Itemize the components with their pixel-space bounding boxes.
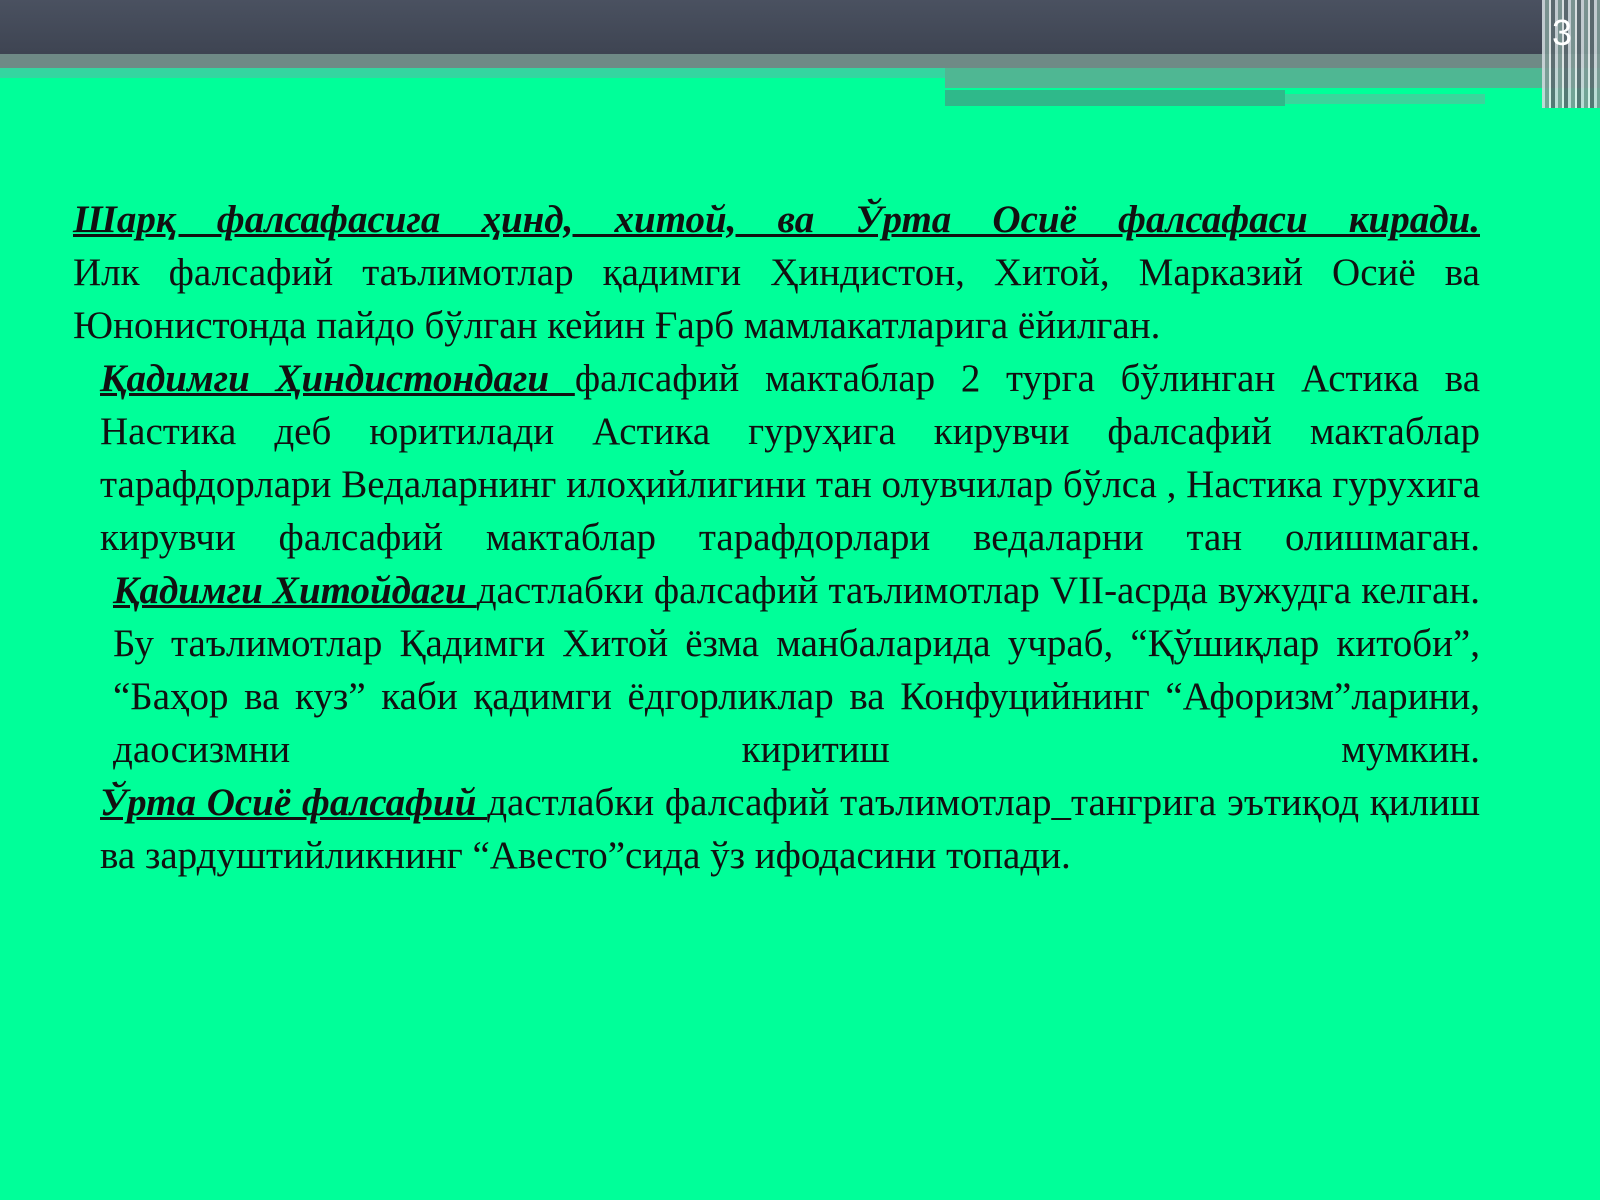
header-stripe-accent-left — [0, 68, 950, 78]
central-asia-paragraph — [73, 776, 1480, 882]
slide-title: Шарқ фалсафасига ҳинд, хитой, ва Ўрта Осиё фалсафаси киради. — [73, 198, 1480, 241]
central-asia-text: дастлабки фалсафий таълимотлар_тангрига эътиқод қилиш ва зардуштийликнинг “Авесто”сида ўз ифодасини топади. — [100, 781, 1480, 877]
slide-body — [73, 193, 1480, 882]
slide-number: 3 — [1551, 12, 1572, 53]
title-paragraph — [73, 193, 1480, 246]
india-paragraph — [73, 352, 1480, 564]
header-stripe-accent-lower — [945, 90, 1285, 106]
india-heading: Қадимги Ҳиндистондаги — [100, 357, 575, 400]
header-stripe-accent-right — [945, 68, 1600, 88]
intro-paragraph: Илк фалсафий таълимотлар қадимги Ҳиндистон, Хитой, Марказий Осиё ва Юнонистонда пайдо бўлган кейин Ғарб мамлакатларига ёйилган. — [73, 251, 1480, 347]
china-paragraph — [73, 564, 1480, 776]
china-text: дастлабки фалсафий таълимотлар VII-асрда вужудга келган. Бу таълимотлар Қадимги Хитой ёзма манбаларида учраб, “Қўшиқлар китоби”, “Баҳор ва куз” каби қадимги ёдгорликлар ва Конфуцийнинг “Афоризм”ларини, даосизмни киритиш мумкин. — [113, 569, 1480, 771]
india-text: фалсафий мактаблар 2 турга бўлинган Астика ва Настика деб юритилади Астика гуруҳига кирувчи фалсафий мактаблар тарафдорлари Ведаларнинг илоҳийлигини тан олувчилар бўлса , Настика гурухига кирувчи фалсафий мактаблар тарафдорлари ведаларни тан олишмаган. — [100, 357, 1480, 559]
header-stripe — [0, 54, 1600, 68]
slide-header-bar — [0, 0, 1600, 54]
china-heading: Қадимги Хитойдаги — [113, 569, 477, 612]
header-stripe-accent-small — [1285, 94, 1485, 104]
central-asia-heading: Ўрта Осиё фалсафий — [100, 781, 488, 824]
